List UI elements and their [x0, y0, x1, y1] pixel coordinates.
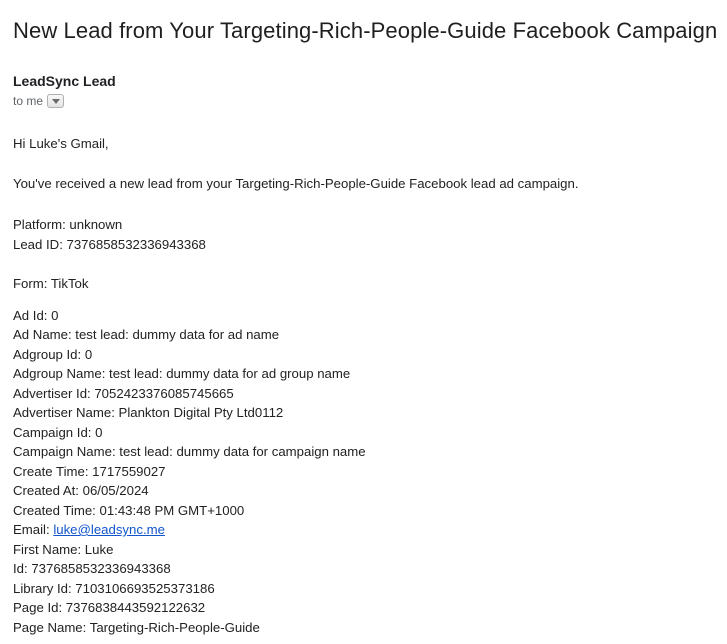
lead-id-line: Lead ID: 7376858532336943368 — [13, 236, 206, 252]
ad-name-line: Ad Name: test lead: dummy data for ad name — [13, 327, 280, 342]
page-id-line: Page Id: 7376838443592122632 — [13, 600, 206, 615]
campaign-name-line: Campaign Name: test lead: dummy data for campaign name — [13, 444, 366, 459]
email-address-link[interactable]: luke@leadsync.me — [53, 522, 165, 537]
campaign-id-line: Campaign Id: 0 — [13, 424, 103, 440]
create-time-line: Create Time: 1717559027 — [13, 463, 166, 479]
ad-id-line: Ad Id: 0 — [13, 307, 59, 323]
adgroup-id-line: Adgroup Id: 0 — [13, 346, 93, 362]
created-time-line: Created Time: 01:43:48 PM GMT+1000 — [13, 502, 245, 518]
lead-summary-block — [13, 215, 719, 254]
email-body — [13, 134, 719, 637]
library-id-line: Library Id: 7103106693525373186 — [13, 580, 215, 596]
adgroup-name-line: Adgroup Name: test lead: dummy data for ad group name — [13, 366, 351, 381]
chevron-down-icon — [52, 99, 60, 104]
lead-details-block — [13, 306, 719, 638]
id-line: Id: 7376858532336943368 — [13, 561, 171, 576]
greeting-line: Hi Luke's Gmail, — [13, 136, 109, 151]
show-details-button[interactable] — [47, 94, 64, 108]
email-line — [13, 520, 719, 540]
platform-line: Platform: unknown — [13, 217, 123, 232]
created-at-line: Created At: 06/05/2024 — [13, 483, 149, 498]
advertiser-id-line: Advertiser Id: 7052423376085745665 — [13, 385, 234, 401]
sender-block — [13, 72, 719, 109]
email-subject: New Lead from Your Targeting-Rich-People-Guide Facebook Campaign — [13, 18, 718, 43]
recipient-label: to me — [13, 94, 44, 108]
advertiser-name-line: Advertiser Name: Plankton Digital Pty Ltd0112 — [13, 405, 284, 420]
email-label: Email: — [13, 522, 54, 537]
form-line: Form: TikTok — [13, 276, 89, 291]
first-name-line: First Name: Luke — [13, 541, 114, 557]
page-name-line: Page Name: Targeting-Rich-People-Guide — [13, 619, 260, 635]
intro-line: You've received a new lead from your Targeting-Rich-People-Guide Facebook lead ad campaign. — [13, 175, 579, 191]
sender-name: LeadSync Lead — [13, 73, 116, 89]
